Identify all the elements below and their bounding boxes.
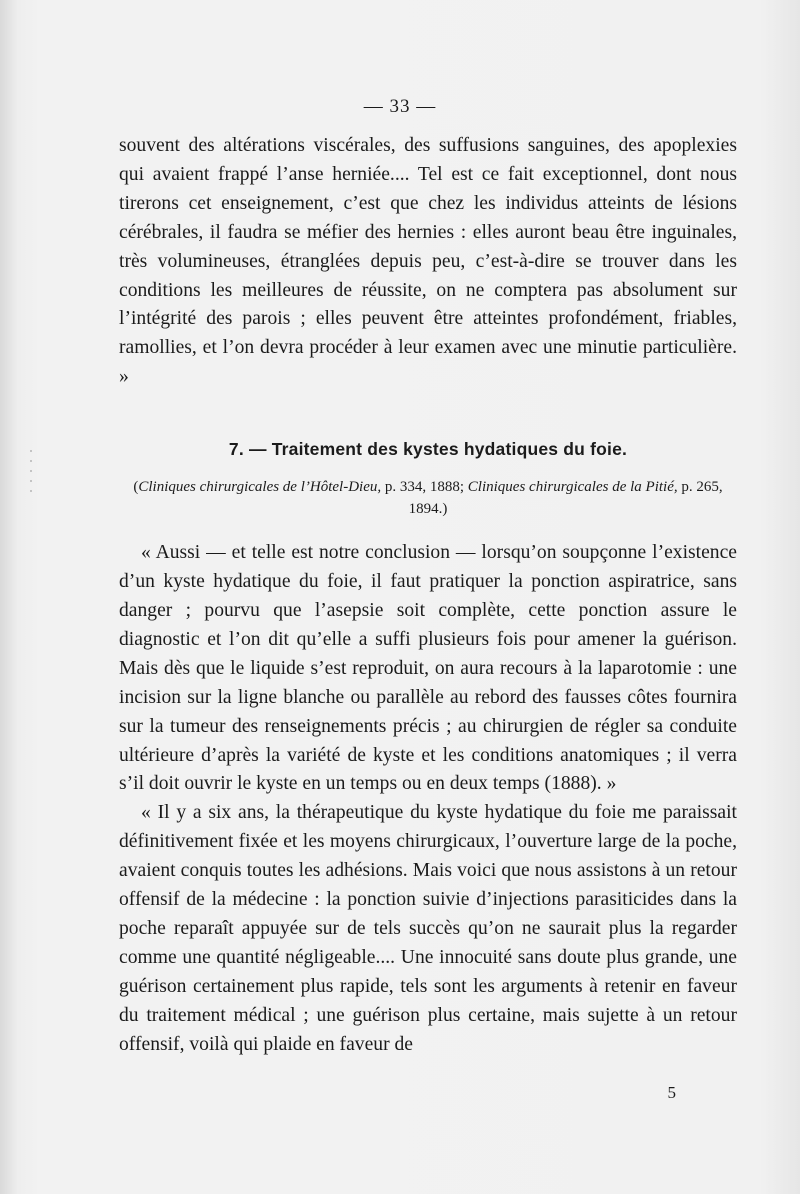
reference-open-paren: ( bbox=[133, 479, 139, 496]
margin-speckle bbox=[30, 450, 32, 500]
signature-mark: 5 bbox=[667, 1083, 676, 1102]
page-number-header: — 33 — bbox=[363, 96, 437, 117]
section-reference bbox=[119, 476, 737, 520]
paragraph-therapeutique: « Il y a six ans, la thérapeutique du kyste hydatique du foie me paraissait définitivement fixée et les moyens chirurgicaux, l’ouverture large de la poche, avaient conquis toutes les adhésions. Mais voici que nous assistons à un retour offensif de la médecine : la ponction suivie d’injections parasiticides dans la poche reparaît appuyée sur de tels succès qu’on ne saurait plus la regarder comme une quantité négligeable.... Une innocuité sans doute plus grande, une guérison certainement plus rapide, tels sont les arguments à retenir en faveur du traitement médical ; une guérison plus certaine, mais sujette à un retour offensif, voilà qui plaide en faveur de bbox=[119, 802, 737, 1055]
reference-source-pitie: Cliniques chirurgicales de la Pitié, bbox=[467, 479, 678, 496]
reference-detail-2: p. 265, 1894.) bbox=[408, 479, 723, 518]
intro-paragraph: souvent des altérations viscérales, des suffusions sanguines, des apoplexies qui avaient frappé l’anse herniée.... Tel est ce fait exceptionnel, dont nous tirerons cet enseignement, c’est que chez les individus atteints de lésions cérébrales, il faudra se méfier des hernies : elles auront beau être inguinales, très volumineuses, étranglées depuis peu, c’est-à-dire se trouver dans les conditions les meilleures de réussite, on ne comptera pas absolument sur l’intégrité des parois ; elles peuvent être atteintes profondément, friables, ramollies, et l’on devra procéder à leur examen avec une minutie particulière. » bbox=[119, 135, 737, 388]
reference-detail-1: p. 334, 1888; bbox=[381, 479, 468, 496]
reference-source-hotel-dieu: Cliniques chirurgicales de l’Hôtel-Dieu, bbox=[138, 479, 382, 496]
paragraph-conclusion: « Aussi — et telle est notre conclusion — lorsqu’on soupçonne l’existence d’un kyste hydatique du foie, il faut pratiquer la ponction aspiratrice, sans danger ; pourvu que l’asepsie soit complète, cette ponction assure le diagnostic et l’on dit qu’elle a suffi plusieurs fois pour amener la guérison. Mais dès que le liquide s’est reproduit, on aura recours à la laparotomie : une incision sur la ligne blanche ou parallèle au rebord des fausses côtes fournira sur la tumeur des renseignements précis ; au chirurgien de régler sa conduite ultérieure d’après la variété de kyste et les conditions anatomiques ; il verra s’il doit ouvrir le kyste en un temps ou en deux temps (1888). » bbox=[119, 542, 737, 795]
section-title: 7. — Traitement des kystes hydatiques du foie. bbox=[228, 439, 628, 460]
page-body bbox=[119, 132, 737, 1059]
